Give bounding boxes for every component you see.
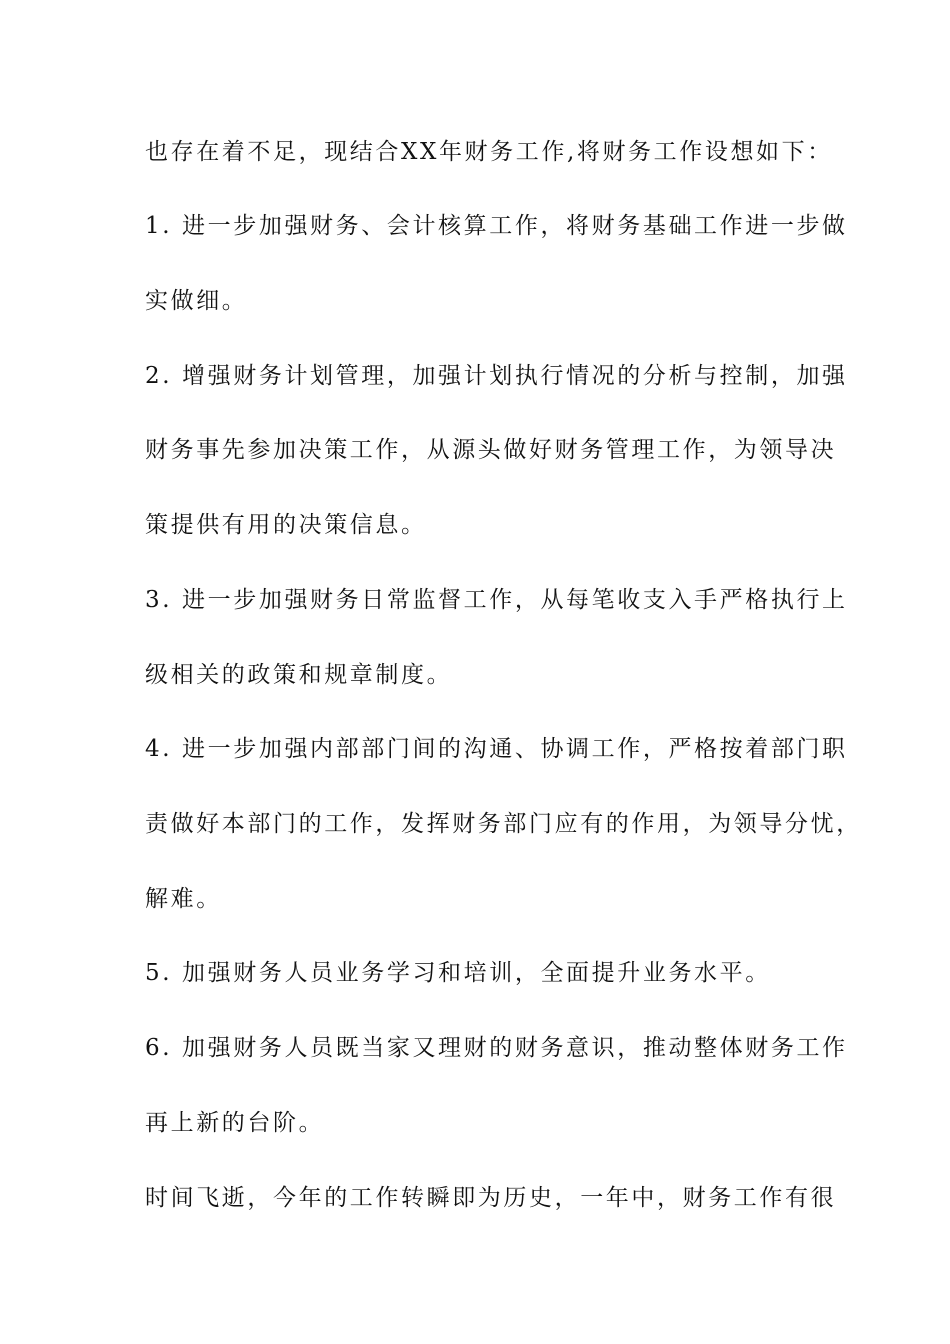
text-line: 再上新的台阶。 bbox=[145, 1110, 325, 1136]
text-line: 级相关的政策和规章制度。 bbox=[145, 662, 453, 688]
text-line: 4. 进一步加强内部部门间的沟通、协调工作，严格按着部门职 bbox=[145, 736, 848, 762]
text-line: 财务事先参加决策工作，从源头做好财务管理工作，为领导决 bbox=[145, 437, 837, 463]
text-line: 2. 增强财务计划管理，加强计划执行情况的分析与控制，加强 bbox=[145, 363, 848, 389]
text-line: 1. 进一步加强财务、会计核算工作，将财务基础工作进一步做 bbox=[145, 213, 848, 239]
text-line: 策提供有用的决策信息。 bbox=[145, 512, 427, 538]
text-line: 责做好本部门的工作，发挥财务部门应有的作用，为领导分忧， bbox=[145, 811, 862, 837]
text-line: 解难。 bbox=[145, 886, 222, 912]
text-line: 6. 加强财务人员既当家又理财的财务意识，推动整体财务工作 bbox=[145, 1035, 848, 1061]
text-line: 实做细。 bbox=[145, 288, 248, 314]
text-line: 5. 加强财务人员业务学习和培训，全面提升业务水平。 bbox=[145, 960, 771, 986]
text-line: 时间飞逝，今年的工作转瞬即为历史，一年中，财务工作有很 bbox=[145, 1185, 837, 1211]
text-line: 3. 进一步加强财务日常监督工作，从每笔收支入手严格执行上 bbox=[145, 587, 848, 613]
text-line: 也存在着不足，现结合XX年财务工作,将财务工作设想如下： bbox=[145, 139, 833, 165]
